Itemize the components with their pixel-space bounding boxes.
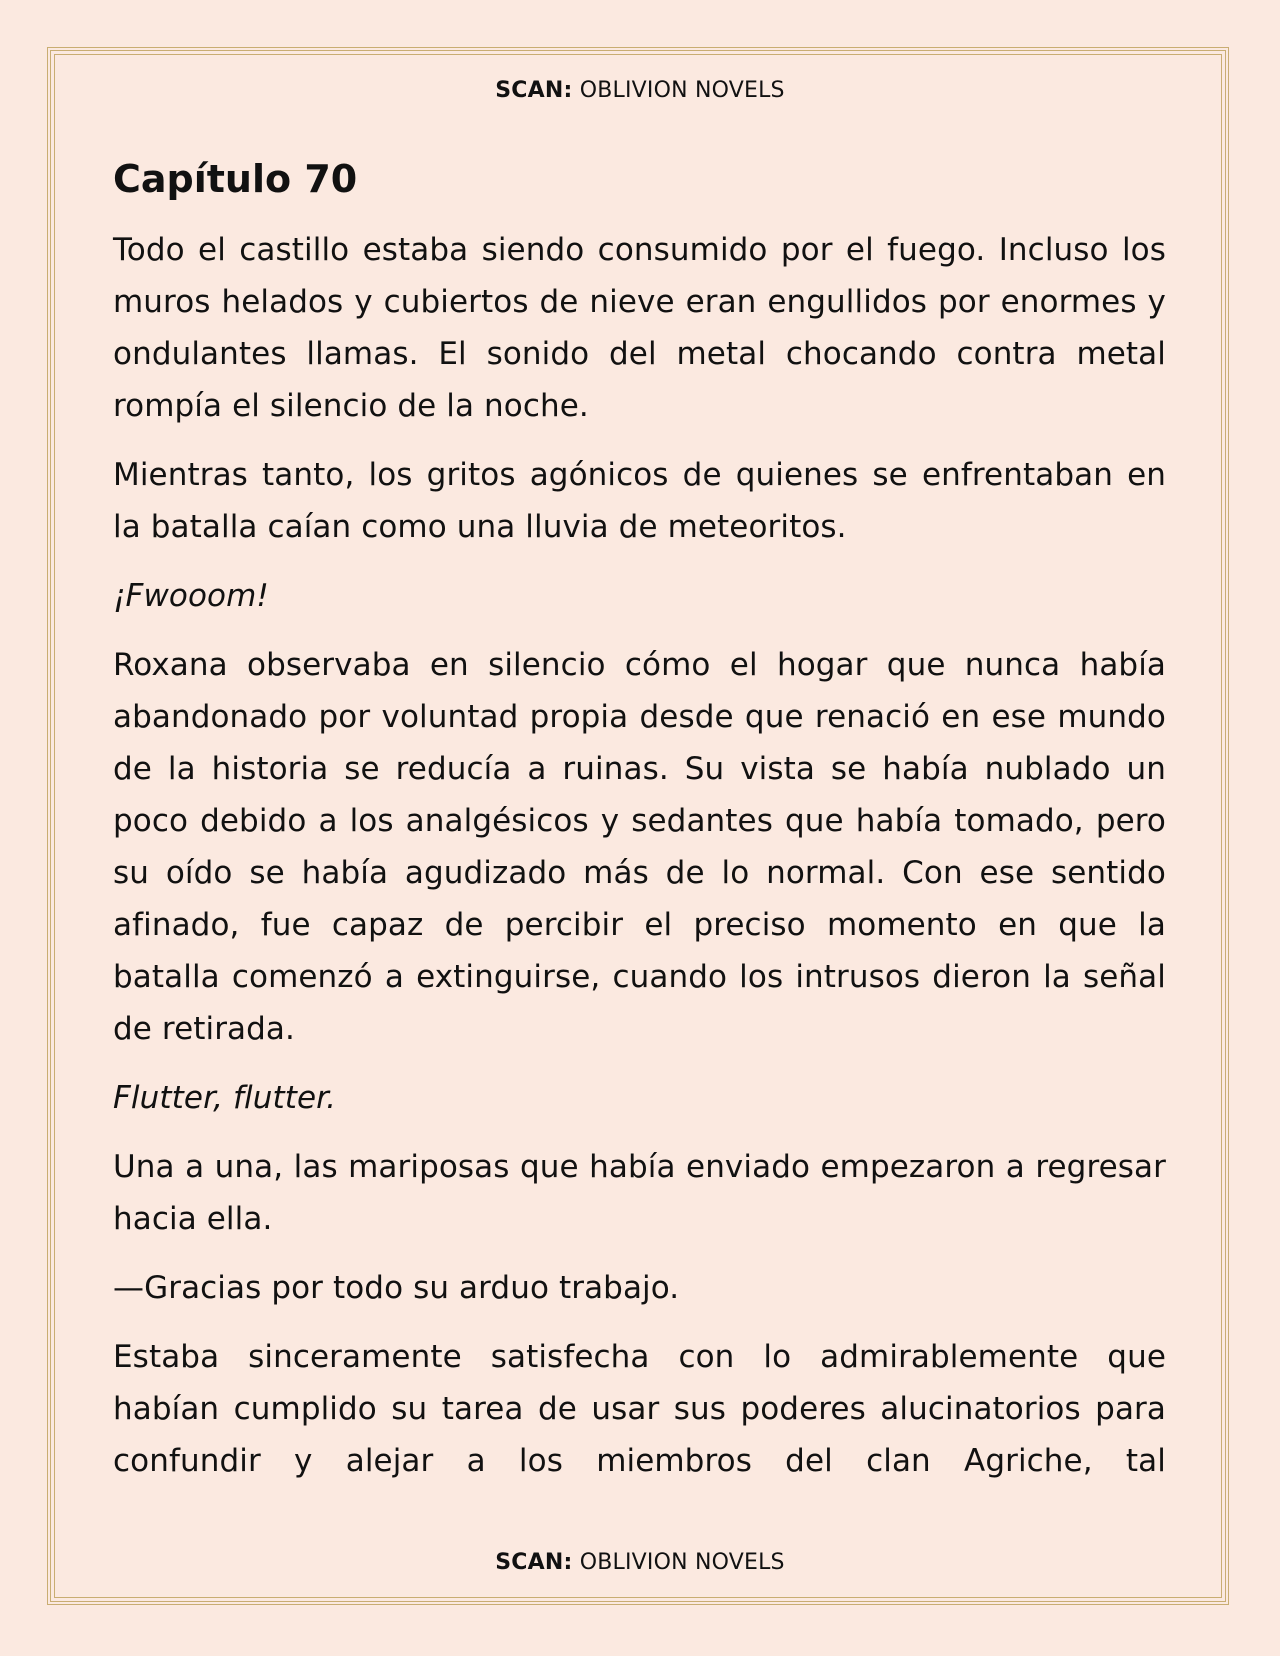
scan-header bbox=[0, 78, 1280, 103]
scan-footer-label: SCAN: bbox=[495, 1550, 573, 1575]
chapter-title: Capítulo 70 bbox=[113, 157, 358, 201]
scan-header-source: OBLIVION NOVELS bbox=[579, 78, 785, 103]
chapter-content bbox=[113, 152, 1166, 1487]
paragraph: Estaba sinceramente satisfecha con lo admirablemente que habían cumplido su tarea de usar sus poderes alucinatorios para confundir y alejar a los miembros del clan Agriche, tal bbox=[113, 1339, 1166, 1479]
paragraph: Todo el castillo estaba siendo consumido por el fuego. Incluso los muros helados y cubiertos de nieve eran engullidos por enormes y ondulantes llamas. El sonido del metal chocando contra metal rompía el silencio de la noche. bbox=[113, 232, 1166, 424]
paragraph: Una a una, las mariposas que había enviado empezaron a regresar hacia ella. bbox=[113, 1149, 1166, 1237]
paragraph: Mientras tanto, los gritos agónicos de quienes se enfrentaban en la batalla caían como una lluvia de meteoritos. bbox=[113, 457, 1166, 545]
scan-footer bbox=[0, 1550, 1280, 1575]
sound-effect: ¡Fwooom! bbox=[113, 578, 269, 614]
scan-header-label: SCAN: bbox=[495, 78, 573, 103]
dialogue-line: —Gracias por todo su arduo trabajo. bbox=[113, 1270, 680, 1306]
sound-effect: Flutter, flutter. bbox=[113, 1080, 337, 1116]
paragraph: Roxana observaba en silencio cómo el hogar que nunca había abandonado por voluntad propia desde que renació en ese mundo de la historia se reducía a ruinas. Su vista se había nublado un poco debido a los analgésicos y sedantes que había tomado, pero su oído se había agudizado más de lo normal. Con ese sentido afinado, fue capaz de percibir el preciso momento en que la batalla comenzó a extinguirse, cuando los intrusos dieron la señal de retirada. bbox=[113, 647, 1166, 1047]
scan-footer-source: OBLIVION NOVELS bbox=[579, 1550, 785, 1575]
